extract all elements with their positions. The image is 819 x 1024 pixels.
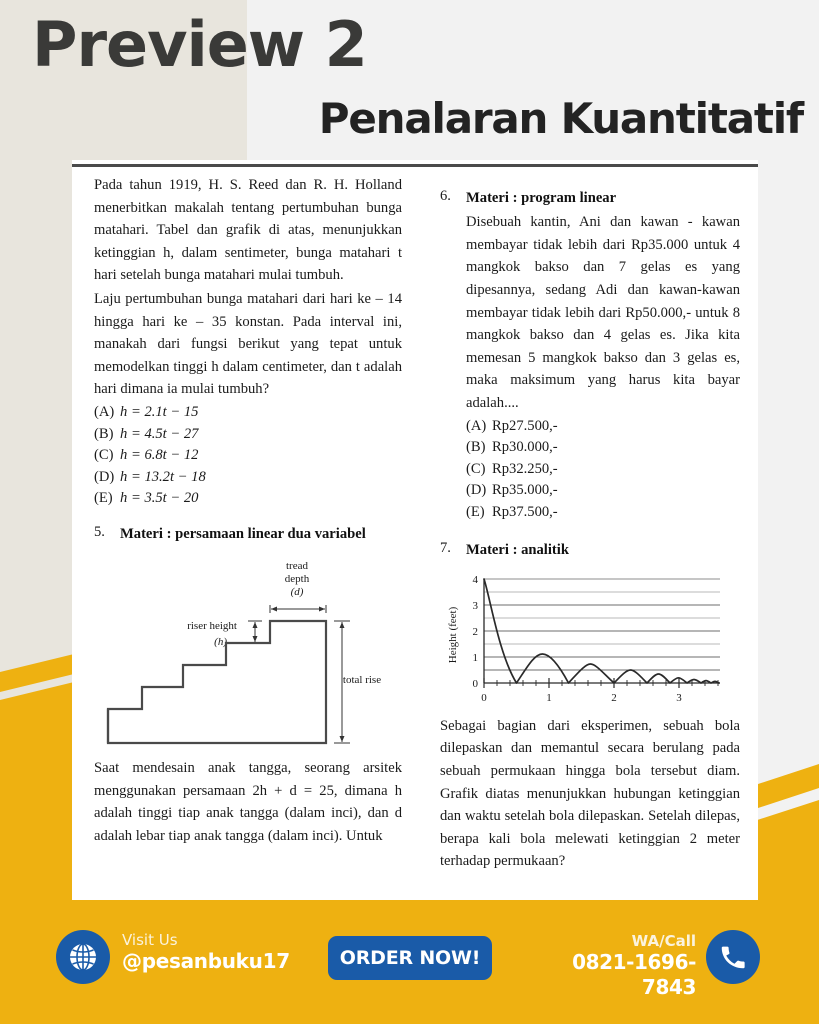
order-now-label: ORDER NOW! (339, 947, 481, 969)
option-label: (B) (94, 425, 114, 442)
option-label: (A) (466, 417, 487, 434)
svg-text:2: 2 (611, 691, 617, 704)
order-now-button[interactable] (328, 936, 492, 980)
question-heading: Materi : persamaan linear dua variabel (120, 526, 366, 543)
page-title: Preview 2 (32, 8, 367, 81)
option-row[interactable] (94, 402, 402, 424)
top-divider-rule (72, 164, 758, 167)
option-label: (A) (94, 404, 115, 421)
intro-paragraph-1: Pada tahun 1919, H. S. Reed dan R. H. Holland menerbitkan makalah tentang pertumbuhan bunga matahari. Tabel dan grafik di atas, menunjukkan ketinggian h, dalam sentimeter, bunga matahari t hari setelah bunga matahari mulai tumbuh. (94, 177, 402, 284)
option-row[interactable] (466, 459, 740, 481)
staircase-diagram (94, 555, 394, 751)
option-row[interactable] (94, 467, 402, 489)
bouncing-ball-chart (444, 567, 730, 707)
option-label: (D) (94, 468, 115, 485)
option-row[interactable] (466, 437, 740, 459)
riser-height-variable: (h) (214, 636, 227, 649)
svg-text:0: 0 (481, 691, 487, 704)
question-5 (94, 524, 402, 545)
svg-text:1: 1 (472, 651, 478, 664)
riser-height-label: riser height (187, 620, 237, 633)
chart-y-axis-label: Height (feet) (447, 606, 459, 664)
globe-icon-glyph (67, 941, 99, 973)
question5-body: Saat mendesain anak tangga, seorang arsitek menggunakan persamaan 2h + d = 25, dimana h adalah tinggi tiap anak tangga (dalam inci), dan d adalah lebar tiap anak tangga (dalam inci). Untuk (94, 760, 402, 845)
chart-x-ticks (481, 692, 682, 704)
svg-text:4: 4 (472, 573, 478, 586)
svg-text:1: 1 (546, 691, 552, 704)
option-text: Rp37.500,- (492, 504, 558, 521)
tread-depth-label-line1: tread (286, 560, 308, 573)
option-text: h = 2.1t − 15 (120, 404, 199, 421)
option-label: (C) (94, 447, 114, 464)
tread-depth-label-line2: depth (284, 573, 310, 586)
whatsapp-label: WA/Call (631, 932, 696, 950)
option-text: Rp27.500,- (492, 417, 558, 434)
option-text: h = 6.8t − 12 (120, 447, 199, 464)
option-row[interactable] (466, 502, 740, 524)
page-subtitle: Penalaran Kuantitatif (318, 94, 803, 143)
question4-options (94, 402, 402, 510)
visit-us-label: Visit Us (122, 931, 178, 949)
option-text: Rp30.000,- (492, 439, 558, 456)
whatsapp-number[interactable]: 0821-1696-7843 (572, 950, 696, 999)
page-header (0, 0, 819, 160)
svg-text:0: 0 (472, 677, 478, 690)
phone-icon-glyph (718, 942, 748, 972)
option-label: (C) (466, 460, 486, 477)
chart-y-ticks (473, 574, 479, 690)
option-text: Rp32.250,- (492, 460, 558, 477)
intro-paragraph-2: Laju pertumbuhan bunga matahari dari hari ke – 14 hingga hari ke – 35 konstan. Pada interval ini, manakah dari fungsi berikut yang tepat untuk memodelkan tinggi h dalam centimeter, dan t adalah hari dimana ia mulai tumbuh? (94, 291, 402, 398)
question-7 (440, 540, 740, 561)
option-row[interactable] (94, 445, 402, 467)
question-number: 6. (440, 188, 451, 204)
question-6 (440, 188, 740, 209)
question-heading: Materi : analitik (466, 541, 569, 558)
option-label: (E) (466, 504, 485, 521)
total-rise-label: total rise (342, 674, 382, 687)
option-text: Rp35.000,- (492, 482, 558, 499)
svg-text:3: 3 (472, 599, 478, 612)
question-number: 7. (440, 539, 451, 556)
question-heading: Materi : program linear (466, 190, 617, 206)
question7-body: Sebagai bagian dari eksperimen, sebuah bola dilepaskan dan memantul secara berulang pada sebuah permukaan hingga bola tersebut diam. Grafik diatas menunjukkan hubungan ketinggian dan waktu setelah bola dilepaskan. Setelah dilepas, berapa kali bola melewati ketinggian 2 meter terhadap permukaan? (440, 717, 740, 870)
question-number: 5. (94, 524, 105, 541)
option-label: (E) (94, 490, 113, 507)
instagram-handle[interactable]: @pesanbuku17 (122, 949, 290, 974)
question6-options (466, 416, 740, 524)
option-text: h = 13.2t − 18 (120, 468, 206, 485)
phone-icon[interactable] (706, 930, 760, 984)
question6-body: Disebuah kantin, Ani dan kawan - kawan membayar tidak lebih dari Rp35.000 untuk 4 mangkok bakso dan 7 gelas es yang dipesannya, sedang Adi dan kawan-kawan membayar tidak lebih dari Rp50.000,- untuk 8 mangkok bakso dan 4 gelas es. Jika kita memesan 5 mangkok bakso dan 3 gelas es, maka maksimum yang harus kita bayar adalah.... (466, 214, 740, 412)
option-row[interactable] (466, 480, 740, 502)
left-column (94, 174, 402, 849)
option-label: (B) (466, 439, 486, 456)
tread-depth-variable: (d) (290, 586, 304, 599)
right-column (440, 188, 740, 874)
svg-text:3: 3 (676, 691, 682, 704)
option-label: (D) (466, 482, 487, 499)
visit-us-block (122, 932, 290, 974)
option-row[interactable] (94, 488, 402, 510)
option-text: h = 3.5t − 20 (120, 490, 199, 507)
svg-text:2: 2 (472, 625, 478, 638)
option-row[interactable] (94, 424, 402, 446)
globe-icon[interactable] (56, 930, 110, 984)
option-text: h = 4.5t − 27 (120, 425, 199, 442)
option-row[interactable] (466, 416, 740, 438)
whatsapp-block (520, 932, 696, 1000)
content-sheet (72, 160, 758, 900)
chart-gridlines (484, 579, 720, 670)
